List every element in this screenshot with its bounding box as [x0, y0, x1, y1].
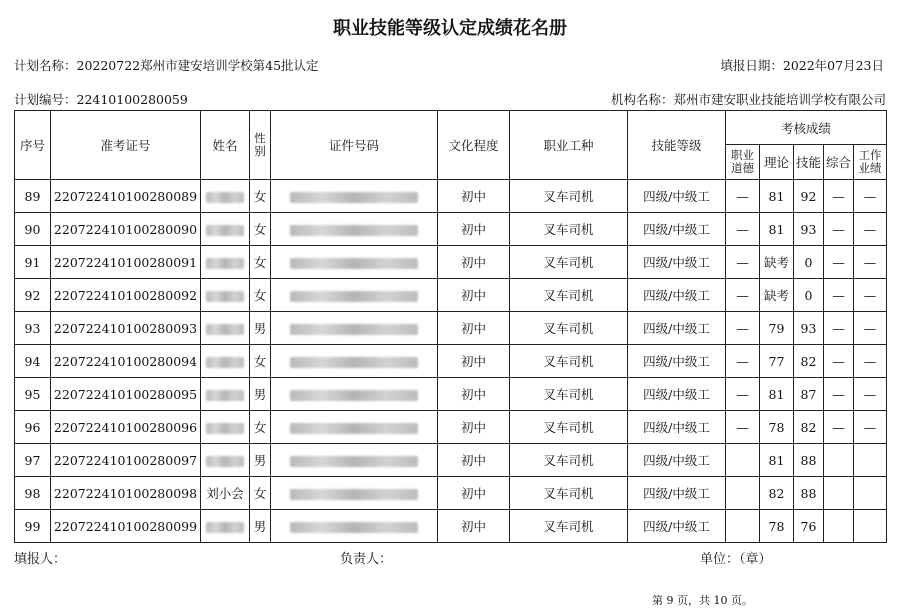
cell-name: 刘小会	[201, 477, 250, 510]
cell-ethics: —	[726, 279, 760, 312]
cell-theory: 81	[760, 213, 794, 246]
cell-id-no	[271, 246, 438, 279]
cell-job: 叉车司机	[510, 411, 628, 444]
cell-level: 四级/中级工	[628, 312, 726, 345]
cell-work	[854, 510, 887, 543]
cell-overall	[824, 444, 854, 477]
header-education: 文化程度	[438, 111, 510, 180]
cell-seq: 96	[15, 411, 51, 444]
redacted-id-number	[290, 324, 418, 335]
table-row	[15, 444, 887, 477]
cell-job: 叉车司机	[510, 510, 628, 543]
cell-work: —	[854, 213, 887, 246]
cell-job: 叉车司机	[510, 213, 628, 246]
cell-id-no	[271, 411, 438, 444]
cell-ethics: —	[726, 411, 760, 444]
header-seq: 序号	[15, 111, 51, 180]
redacted-id-number	[290, 192, 418, 203]
cell-gender: 女	[250, 345, 271, 378]
cell-gender: 女	[250, 180, 271, 213]
page-number: 第 9 页，共 10 页。	[652, 594, 753, 607]
cell-level: 四级/中级工	[628, 510, 726, 543]
cell-name	[201, 411, 250, 444]
cell-skill: 82	[794, 345, 824, 378]
cell-ethics	[726, 444, 760, 477]
cell-theory: 81	[760, 378, 794, 411]
redacted-name	[206, 390, 244, 401]
cell-seq: 91	[15, 246, 51, 279]
cell-seq: 98	[15, 477, 51, 510]
plan-name: 计划名称：20220722郑州市建安培训学校第45批认定	[14, 58, 319, 73]
footer-unit-seal: 单位：（章）	[700, 552, 772, 567]
table-row	[15, 411, 887, 444]
cell-gender: 男	[250, 444, 271, 477]
redacted-name	[206, 192, 244, 203]
cell-theory: 缺考	[760, 246, 794, 279]
cell-ethics: —	[726, 213, 760, 246]
cell-level: 四级/中级工	[628, 444, 726, 477]
cell-overall: —	[824, 279, 854, 312]
cell-seq: 94	[15, 345, 51, 378]
cell-exam-no: 220722410100280098	[51, 477, 201, 510]
cell-name	[201, 279, 250, 312]
cell-seq: 90	[15, 213, 51, 246]
cell-overall: —	[824, 345, 854, 378]
cell-name	[201, 213, 250, 246]
cell-edu: 初中	[438, 180, 510, 213]
cell-theory: 82	[760, 477, 794, 510]
cell-name	[201, 180, 250, 213]
cell-work: —	[854, 246, 887, 279]
cell-seq: 92	[15, 279, 51, 312]
cell-overall: —	[824, 411, 854, 444]
cell-seq: 89	[15, 180, 51, 213]
cell-name	[201, 510, 250, 543]
header-gender: 性别	[250, 111, 271, 180]
cell-skill: 82	[794, 411, 824, 444]
redacted-name	[206, 258, 244, 269]
cell-gender: 男	[250, 510, 271, 543]
table-row	[15, 378, 887, 411]
cell-gender: 女	[250, 279, 271, 312]
cell-overall: —	[824, 180, 854, 213]
cell-level: 四级/中级工	[628, 279, 726, 312]
cell-skill: 87	[794, 378, 824, 411]
table-row	[15, 279, 887, 312]
cell-job: 叉车司机	[510, 180, 628, 213]
cell-seq: 97	[15, 444, 51, 477]
cell-job: 叉车司机	[510, 279, 628, 312]
header-theory: 理论	[760, 145, 794, 180]
cell-exam-no: 220722410100280090	[51, 213, 201, 246]
redacted-name	[206, 456, 244, 467]
cell-job: 叉车司机	[510, 477, 628, 510]
cell-exam-no: 220722410100280089	[51, 180, 201, 213]
cell-level: 四级/中级工	[628, 180, 726, 213]
cell-edu: 初中	[438, 444, 510, 477]
cell-edu: 初中	[438, 279, 510, 312]
cell-edu: 初中	[438, 312, 510, 345]
cell-skill: 92	[794, 180, 824, 213]
cell-gender: 女	[250, 411, 271, 444]
cell-job: 叉车司机	[510, 246, 628, 279]
redacted-name	[206, 225, 244, 236]
cell-edu: 初中	[438, 477, 510, 510]
redacted-id-number	[290, 258, 418, 269]
cell-id-no	[271, 279, 438, 312]
cell-name	[201, 378, 250, 411]
cell-work: —	[854, 279, 887, 312]
cell-skill: 88	[794, 477, 824, 510]
cell-level: 四级/中级工	[628, 345, 726, 378]
cell-edu: 初中	[438, 411, 510, 444]
cell-edu: 初中	[438, 378, 510, 411]
cell-skill: 76	[794, 510, 824, 543]
cell-id-no	[271, 444, 438, 477]
redacted-name	[206, 522, 244, 533]
cell-work	[854, 477, 887, 510]
cell-skill: 0	[794, 279, 824, 312]
cell-id-no	[271, 312, 438, 345]
redacted-id-number	[290, 423, 418, 434]
redacted-name	[206, 324, 244, 335]
cell-name	[201, 444, 250, 477]
cell-exam-no: 220722410100280093	[51, 312, 201, 345]
cell-theory: 缺考	[760, 279, 794, 312]
cell-theory: 78	[760, 411, 794, 444]
redacted-name	[206, 423, 244, 434]
cell-exam-no: 220722410100280096	[51, 411, 201, 444]
cell-theory: 81	[760, 180, 794, 213]
cell-level: 四级/中级工	[628, 246, 726, 279]
cell-ethics	[726, 510, 760, 543]
cell-name	[201, 312, 250, 345]
cell-seq: 95	[15, 378, 51, 411]
table-row	[15, 345, 887, 378]
cell-work: —	[854, 345, 887, 378]
cell-ethics: —	[726, 378, 760, 411]
cell-gender: 男	[250, 312, 271, 345]
score-roster-table	[14, 110, 887, 543]
cell-skill: 93	[794, 213, 824, 246]
header-skill-level: 技能等级	[628, 111, 726, 180]
redacted-name	[206, 291, 244, 302]
cell-edu: 初中	[438, 213, 510, 246]
cell-id-no	[271, 510, 438, 543]
header-ethics: 职业道德	[726, 145, 760, 180]
cell-id-no	[271, 477, 438, 510]
cell-theory: 77	[760, 345, 794, 378]
cell-gender: 女	[250, 246, 271, 279]
header-work-performance: 工作业绩	[854, 145, 887, 180]
redacted-id-number	[290, 456, 418, 467]
table-row	[15, 510, 887, 543]
cell-work: —	[854, 411, 887, 444]
cell-exam-no: 220722410100280092	[51, 279, 201, 312]
redacted-id-number	[290, 225, 418, 236]
cell-level: 四级/中级工	[628, 411, 726, 444]
cell-ethics: —	[726, 345, 760, 378]
plan-number: 计划编号：22410100280059	[14, 92, 188, 107]
cell-edu: 初中	[438, 345, 510, 378]
redacted-id-number	[290, 489, 418, 500]
cell-ethics: —	[726, 246, 760, 279]
cell-job: 叉车司机	[510, 378, 628, 411]
cell-overall: —	[824, 312, 854, 345]
cell-id-no	[271, 213, 438, 246]
cell-name	[201, 345, 250, 378]
cell-exam-no: 220722410100280091	[51, 246, 201, 279]
cell-skill: 88	[794, 444, 824, 477]
cell-edu: 初中	[438, 246, 510, 279]
cell-level: 四级/中级工	[628, 378, 726, 411]
cell-id-no	[271, 378, 438, 411]
redacted-id-number	[290, 390, 418, 401]
cell-job: 叉车司机	[510, 345, 628, 378]
cell-skill: 0	[794, 246, 824, 279]
cell-theory: 81	[760, 444, 794, 477]
cell-gender: 男	[250, 378, 271, 411]
header-overall: 综合	[824, 145, 854, 180]
table-row	[15, 477, 887, 510]
cell-skill: 93	[794, 312, 824, 345]
cell-overall	[824, 510, 854, 543]
cell-level: 四级/中级工	[628, 213, 726, 246]
cell-work	[854, 444, 887, 477]
organization-name: 机构名称：郑州市建安职业技能培训学校有限公司	[610, 92, 886, 107]
cell-exam-no: 220722410100280099	[51, 510, 201, 543]
redacted-id-number	[290, 291, 418, 302]
fill-date: 填报日期：2022年07月23日	[720, 58, 884, 73]
cell-ethics	[726, 477, 760, 510]
header-occupation: 职业工种	[510, 111, 628, 180]
cell-theory: 78	[760, 510, 794, 543]
cell-gender: 女	[250, 477, 271, 510]
cell-job: 叉车司机	[510, 312, 628, 345]
table-row	[15, 213, 887, 246]
cell-id-no	[271, 180, 438, 213]
redacted-id-number	[290, 357, 418, 368]
roster-body	[15, 180, 887, 543]
cell-work: —	[854, 312, 887, 345]
cell-gender: 女	[250, 213, 271, 246]
footer-person-in-charge: 负责人：	[340, 552, 393, 567]
header-name: 姓名	[201, 111, 250, 180]
header-exam-number: 准考证号	[51, 111, 201, 180]
cell-name	[201, 246, 250, 279]
header-skill: 技能	[794, 145, 824, 180]
redacted-id-number	[290, 522, 418, 533]
cell-overall: —	[824, 246, 854, 279]
table-row	[15, 312, 887, 345]
cell-exam-no: 220722410100280094	[51, 345, 201, 378]
cell-level: 四级/中级工	[628, 477, 726, 510]
cell-job: 叉车司机	[510, 444, 628, 477]
cell-seq: 93	[15, 312, 51, 345]
cell-exam-no: 220722410100280095	[51, 378, 201, 411]
cell-theory: 79	[760, 312, 794, 345]
cell-exam-no: 220722410100280097	[51, 444, 201, 477]
footer-filler: 填报人：	[14, 552, 67, 567]
redacted-name	[206, 357, 244, 368]
cell-overall: —	[824, 213, 854, 246]
header-assessment-scores: 考核成绩	[726, 111, 887, 145]
cell-overall: —	[824, 378, 854, 411]
table-row	[15, 246, 887, 279]
cell-ethics: —	[726, 180, 760, 213]
cell-overall	[824, 477, 854, 510]
cell-work: —	[854, 180, 887, 213]
page-title: 职业技能等级认定成绩花名册	[333, 18, 567, 39]
cell-id-no	[271, 345, 438, 378]
header-id-number: 证件号码	[271, 111, 438, 180]
cell-ethics: —	[726, 312, 760, 345]
cell-work: —	[854, 378, 887, 411]
table-row	[15, 180, 887, 213]
cell-edu: 初中	[438, 510, 510, 543]
cell-seq: 99	[15, 510, 51, 543]
